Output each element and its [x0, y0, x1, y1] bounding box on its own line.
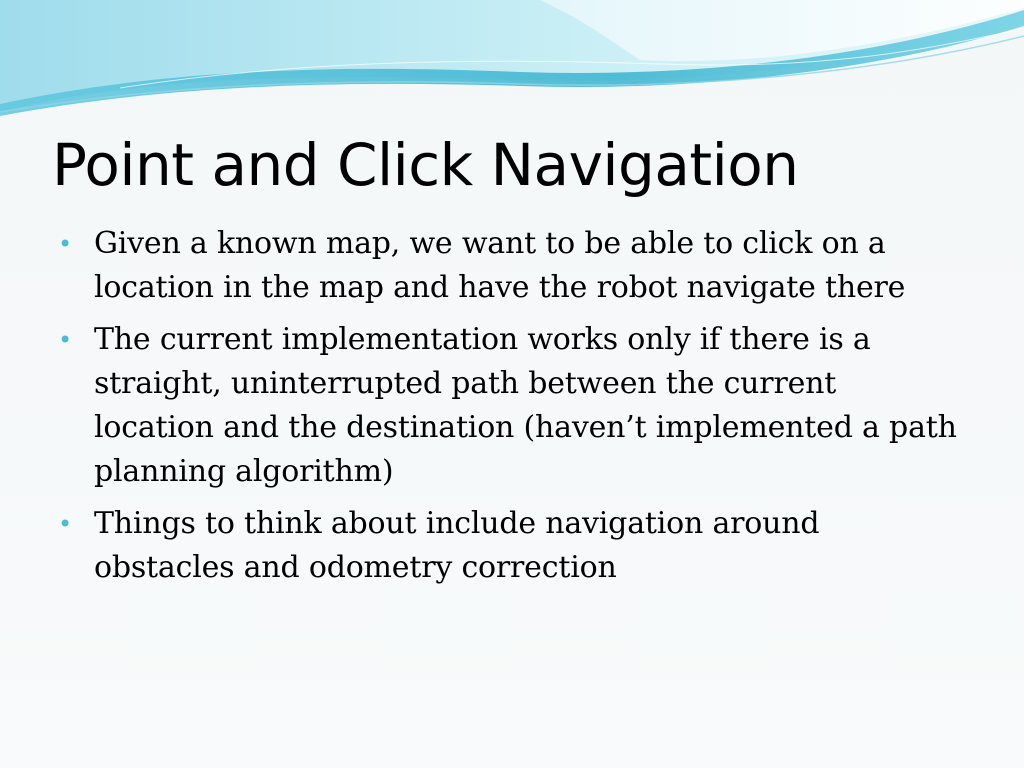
bullet-dot-icon: •: [58, 510, 72, 538]
header-wave-decoration: [0, 0, 1024, 120]
bullet-dot-icon: •: [58, 326, 72, 354]
bullet-item: [58, 222, 958, 310]
bullet-dot-icon: •: [58, 230, 72, 258]
bullet-item: [58, 502, 958, 590]
slide-title: Point and Click Navigation: [52, 131, 799, 199]
bullet-text: The current implementation works only if there is a straight, uninterrupted path between the current location and the destination (haven’t implemented a path planning algorithm): [94, 322, 957, 489]
bullet-text: Given a known map, we want to be able to click on a location in the map and have the robot navigate there: [94, 226, 906, 305]
bullet-item: [58, 318, 958, 494]
bullet-list: [58, 222, 958, 598]
bullet-text: Things to think about include navigation around obstacles and odometry correction: [94, 506, 820, 585]
